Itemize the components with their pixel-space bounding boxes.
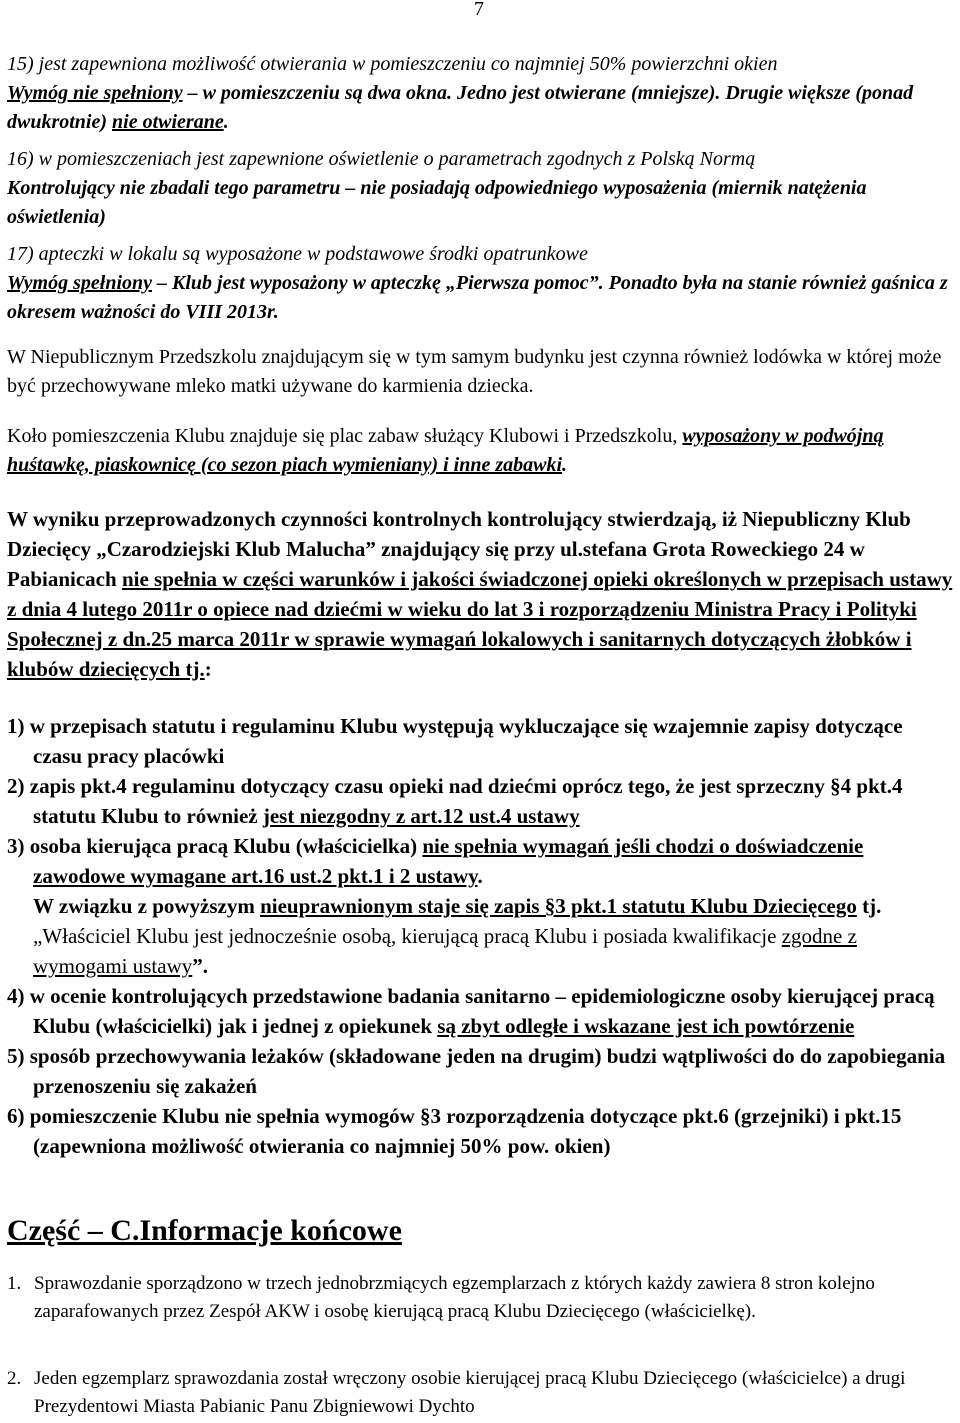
paragraph-playground [7, 422, 955, 480]
finding-3: 3) osoba kierująca pracą Klubu (właścicielka) nie spełnia wymagań jeśli chodzi o doświadczenie zawodowe wymagane art.16 ust.2 pkt.1 i 2 ustawy. W związku z powyższym nieuprawnionym staje się zapis §3 pkt.1 statutu Klubu Dziecięcego tj. „Właściciel Klubu jest jednocześnie osobą, kierującą pracą Klubu i posiada kwalifikacje zgodne z wymogami ustawy”. [7, 834, 882, 978]
finding-6: 6) pomieszczenie Klubu nie spełnia wymogów §3 rozporządzenia dotyczące pkt.6 (grzejniki) i pkt.15 (zapewniona możliwość otwierania co najmniej 50% pow. okien) [7, 1104, 902, 1158]
finding-4: 4) w ocenie kontrolujących przedstawione badania sanitarno – epidemiologiczne osoby kierującej pracą Klubu (właścicielki) jak i jednej z opiekunek są zbyt odległe i wskazane jest ich powtórzenie [7, 984, 935, 1038]
item-15-finding-text: – w pomieszczeniu są dwa okna. Jedno jest otwierane (mniejsze). Drugie większe (ponad dwukrotnie) [7, 82, 914, 133]
section-c-item-text: Jeden egzemplarz sprawozdania został wręczony osobie kierującej pracą Klubu Dziecięcego (właścicielce) a drugi Prezydentowi Miasta Pabianic Panu Zbigniewowi Dychto [34, 1368, 906, 1417]
item-15-finding-status: Wymóg nie spełniony [7, 82, 183, 104]
playground-end: . [562, 454, 568, 476]
section-c-item-1 [7, 1270, 955, 1326]
item-15-finding-end: . [223, 111, 229, 133]
item-17 [7, 240, 955, 327]
conclusion-colon: : [204, 657, 212, 681]
finding-2: 2) zapis pkt.4 regulaminu dotyczący czasu opieki nad dziećmi oprócz tego, że jest sprzeczny §4 pkt.4 statutu Klubu to również jest niezgodny z art.12 ust.4 ustawy [7, 774, 903, 828]
section-c-item-text: Sprawozdanie sporządzono w trzech jednobrzmiących egzemplarzach z których każdy zawiera 8 stron kolejno zaparafowanych przez Zespół AKW i osobę kierującą pracą Klubu Dziecięcego (właścicielkę). [34, 1273, 875, 1322]
item-16-requirement: 16) w pomieszczeniach jest zapewnione oświetlenie o parametrach zgodnych z Polską Normą [7, 148, 756, 170]
conclusion-intro: W wyniku przeprowadzonych czynności kontrolnych kontrolujący stwierdzają, iż Niepubliczny Klub Dziecięcy „Czarodziejski Klub Malucha” znajdujący się przy ul.stefana Grota Roweckiego 24 w Pabianicach [7, 507, 911, 591]
paragraph-fridge: W Niepublicznym Przedszkolu znajdującym się w tym samym budynku jest czynna również lodówka w której może być przechowywane mleko matki używane do karmienia dziecka. [7, 346, 942, 397]
item-17-finding-text: – Klub jest wyposażony w apteczkę „Pierwsza pomoc”. Ponadto była na stanie również gaśnica z okresem ważności do VIII 2013r. [7, 272, 948, 323]
playground-equipment: wyposażony w podwójną huśtawkę, piaskownicę (co sezon piach wymieniany) i inne zabawki [7, 425, 884, 476]
findings-list [7, 711, 955, 1161]
finding-1: 1) w przepisach statutu i regulaminu Klubu występują wykluczające się wzajemnie zapisy dotyczące czasu pracy placówki [7, 714, 903, 768]
playground-text: Koło pomieszczenia Klubu znajduje się plac zabaw służący Klubowi i Przedszkolu, [7, 425, 683, 447]
item-15-requirement: 15) jest zapewniona możliwość otwierania w pomieszczeniu co najmniej 50% powierzchni okien [7, 53, 778, 75]
conclusion [7, 504, 955, 684]
conclusion-verdict: nie spełnia w części warunków i jakości świadczonej opieki określonych w przepisach ustawy z dnia 4 lutego 2011r o opiece nad dziećmi w wieku do lat 3 i rozporządzeniu Ministra Pracy i Polityki Społecznej z dn.25 marca 2011r w sprawie wymagań lokalowych i sanitarnych dotyczących żłobków i klubów dziecięcych tj. [7, 567, 953, 681]
item-16-finding: Kontrolujący nie zbadali tego parametru – nie posiadają odpowiedniego wyposażenia (miernik natężenia oświetlenia) [7, 177, 867, 228]
section-c-item-number: 1. [7, 1273, 22, 1294]
item-15 [7, 50, 955, 137]
item-16 [7, 145, 955, 232]
item-17-requirement: 17) apteczki w lokalu są wyposażone w podstawowe środki opatrunkowe [7, 243, 588, 265]
item-17-finding-status: Wymóg spełniony [7, 272, 153, 294]
item-15-finding-highlight: nie otwierane [112, 111, 224, 133]
page-number: 7 [474, 0, 484, 20]
section-c-item-2 [7, 1365, 955, 1421]
section-c-item-number: 2. [7, 1368, 22, 1389]
finding-5: 5) sposób przechowywania leżaków (składowane jeden na drugim) budzi wątpliwości do do zapobiegania przenoszeniu się zakażeń [7, 1044, 946, 1098]
section-c-heading: Część – C.Informacje końcowe [7, 1214, 402, 1247]
